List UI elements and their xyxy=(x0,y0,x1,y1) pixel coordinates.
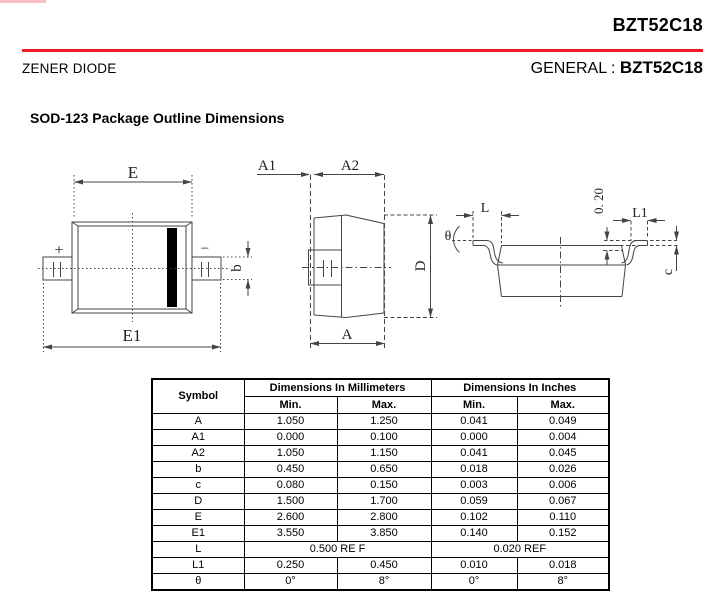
column-header-mm-min: Min. xyxy=(244,397,337,414)
dim-label-A1: A1 xyxy=(257,158,277,174)
table-row xyxy=(152,542,609,558)
column-header-in-max: Max. xyxy=(517,397,609,414)
table-row xyxy=(152,558,609,574)
cell-in-min: 0° xyxy=(431,574,517,591)
cell-symbol: D xyxy=(152,494,244,510)
cell-in-min: 0.003 xyxy=(431,478,517,494)
cell-in-max: 0.110 xyxy=(517,510,609,526)
dim-label-A: A xyxy=(341,327,353,343)
cell-symbol: A1 xyxy=(152,430,244,446)
table-row xyxy=(152,462,609,478)
cell-in-ref: 0.020 REF xyxy=(431,542,609,558)
dim-label-E1: E1 xyxy=(122,326,142,345)
dim-label-standoff: 0. 20 xyxy=(591,188,606,214)
cell-mm-min: 0.000 xyxy=(244,430,337,446)
cell-in-min: 0.140 xyxy=(431,526,517,542)
polarity-minus-label: − xyxy=(200,241,210,257)
cell-mm-min: 0° xyxy=(244,574,337,591)
cell-mm-max: 1.700 xyxy=(337,494,431,510)
cell-symbol: E xyxy=(152,510,244,526)
table-row xyxy=(152,510,609,526)
front-view-drawing xyxy=(38,163,252,352)
section-title: SOD-123 Package Outline Dimensions xyxy=(30,110,285,126)
column-header-in-min: Min. xyxy=(431,397,517,414)
cell-symbol: A2 xyxy=(152,446,244,462)
cell-mm-max: 2.800 xyxy=(337,510,431,526)
dimensions-table xyxy=(151,378,610,591)
polarity-plus-label: + xyxy=(54,242,64,259)
cell-mm-min: 1.050 xyxy=(244,414,337,430)
cell-mm-min: 1.500 xyxy=(244,494,337,510)
column-header-inches: Dimensions In Inches xyxy=(431,379,609,397)
cell-symbol: L1 xyxy=(152,558,244,574)
table-row xyxy=(152,446,609,462)
general-label: GENERAL : xyxy=(530,60,616,77)
cell-symbol: E1 xyxy=(152,526,244,542)
cell-mm-min: 2.600 xyxy=(244,510,337,526)
cell-mm-min: 3.550 xyxy=(244,526,337,542)
cell-mm-max: 0.450 xyxy=(337,558,431,574)
cell-in-max: 0.067 xyxy=(517,494,609,510)
cathode-band xyxy=(167,228,177,307)
cell-mm-max: 0.100 xyxy=(337,430,431,446)
cell-mm-max: 1.250 xyxy=(337,414,431,430)
side-view-drawing xyxy=(257,158,437,348)
cell-in-min: 0.041 xyxy=(431,446,517,462)
cell-mm-max: 1.150 xyxy=(337,446,431,462)
cell-mm-max: 3.850 xyxy=(337,526,431,542)
page-title-part-number: BZT52C18 xyxy=(612,15,703,35)
product-type-label: ZENER DIODE xyxy=(22,61,117,76)
cell-symbol: b xyxy=(152,462,244,478)
cell-mm-max: 0.650 xyxy=(337,462,431,478)
cell-mm-min: 0.250 xyxy=(244,558,337,574)
cell-in-max: 8° xyxy=(517,574,609,591)
dim-label-c: c xyxy=(661,268,676,276)
cell-in-max: 0.049 xyxy=(517,414,609,430)
cell-in-min: 0.102 xyxy=(431,510,517,526)
table-row xyxy=(152,478,609,494)
cell-in-max: 0.152 xyxy=(517,526,609,542)
cell-mm-max: 0.150 xyxy=(337,478,431,494)
cell-mm-min: 0.450 xyxy=(244,462,337,478)
cell-in-max: 0.006 xyxy=(517,478,609,494)
table-header-row-groups xyxy=(152,379,609,397)
cell-in-min: 0.000 xyxy=(431,430,517,446)
general-part-number: BZT52C18 xyxy=(619,58,703,77)
cell-in-max: 0.004 xyxy=(517,430,609,446)
cell-in-min: 0.010 xyxy=(431,558,517,574)
cell-mm-min: 0.080 xyxy=(244,478,337,494)
profile-view-drawing xyxy=(445,188,680,308)
table-row xyxy=(152,430,609,446)
cell-in-max: 0.045 xyxy=(517,446,609,462)
cell-in-min: 0.041 xyxy=(431,414,517,430)
cell-mm-max: 8° xyxy=(337,574,431,591)
cell-in-min: 0.059 xyxy=(431,494,517,510)
column-header-symbol: Symbol xyxy=(152,379,244,414)
table-row xyxy=(152,494,609,510)
table-row xyxy=(152,574,609,591)
table-row xyxy=(152,414,609,430)
cell-mm-ref: 0.500 RE F xyxy=(244,542,431,558)
dim-label-D: D xyxy=(413,260,429,272)
cell-symbol: L xyxy=(152,542,244,558)
dim-label-L: L xyxy=(480,201,490,216)
dim-label-theta: θ xyxy=(444,229,452,244)
cell-mm-min: 1.050 xyxy=(244,446,337,462)
cell-symbol: θ xyxy=(152,574,244,591)
cell-in-max: 0.026 xyxy=(517,462,609,478)
cell-symbol: c xyxy=(152,478,244,494)
dim-label-A2: A2 xyxy=(340,158,360,174)
table-row xyxy=(152,526,609,542)
dim-label-L1: L1 xyxy=(632,206,648,221)
cell-symbol: A xyxy=(152,414,244,430)
column-header-mm-max: Max. xyxy=(337,397,431,414)
dim-label-b: b xyxy=(229,264,245,272)
column-header-millimeters: Dimensions In Millimeters xyxy=(244,379,431,397)
dim-label-E: E xyxy=(127,163,139,182)
cell-in-min: 0.018 xyxy=(431,462,517,478)
cell-in-max: 0.018 xyxy=(517,558,609,574)
